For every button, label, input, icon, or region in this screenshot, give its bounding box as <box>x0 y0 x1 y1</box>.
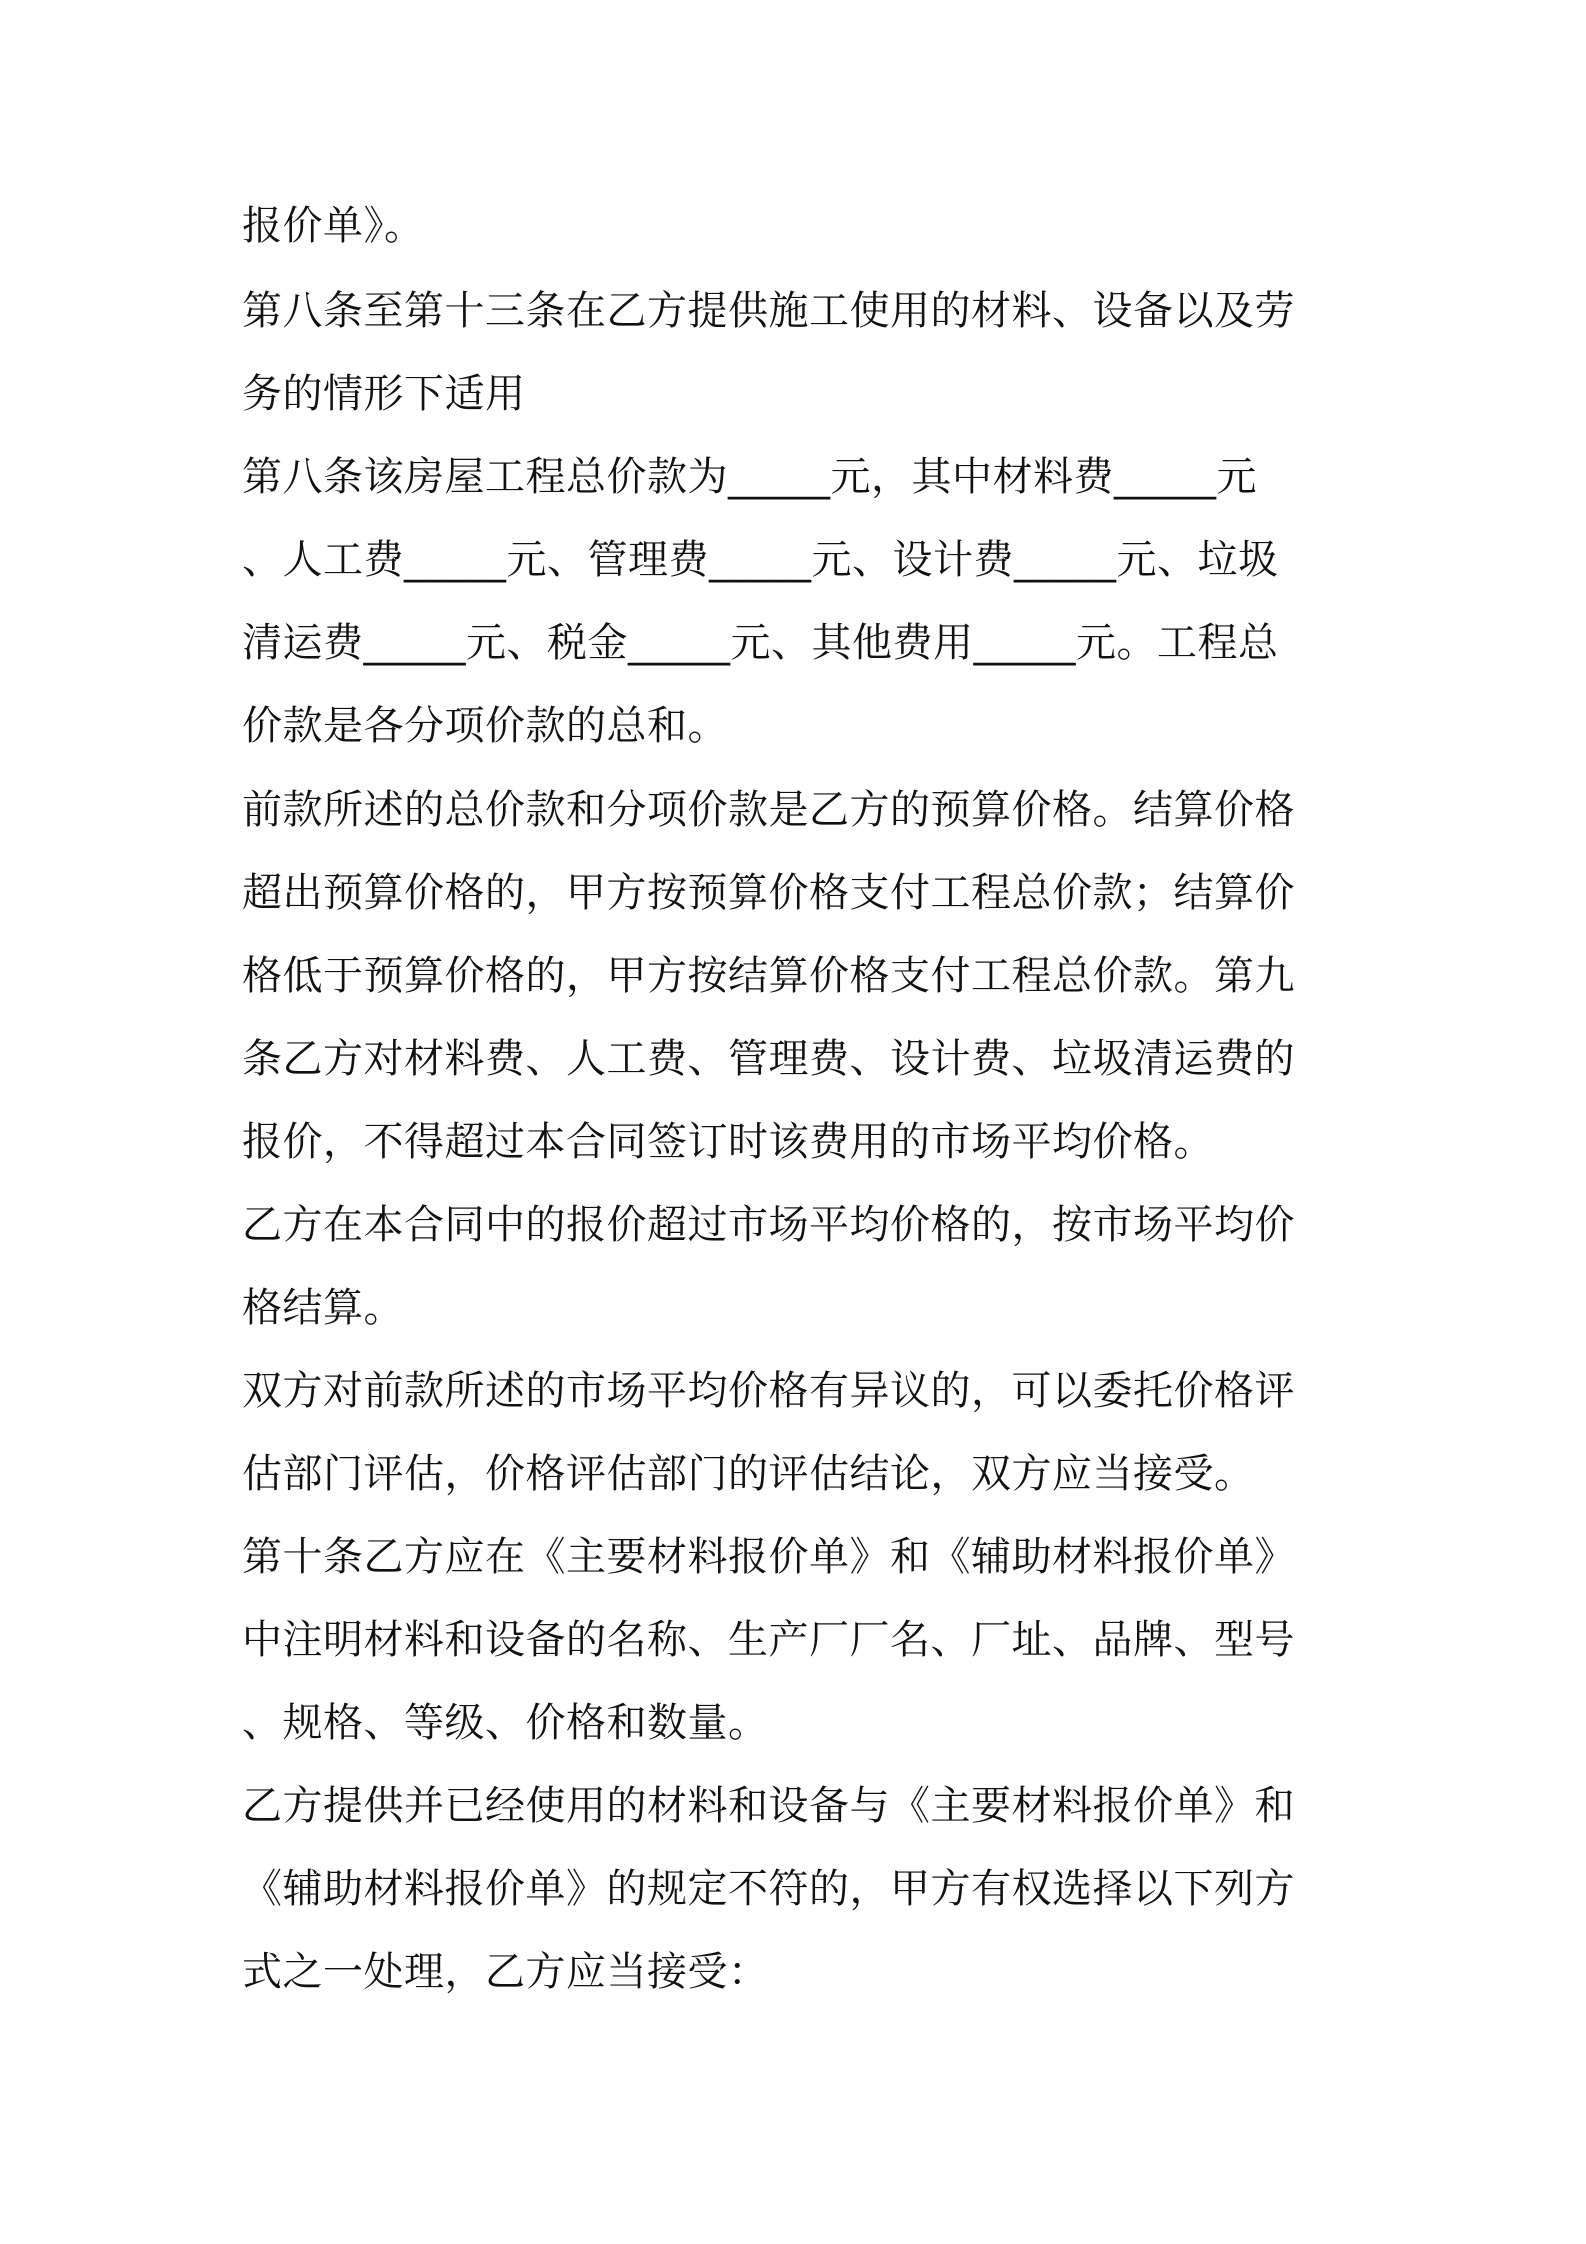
text-line: 格结算。 <box>242 1285 404 1331</box>
text-line: 第八条至第十三条在乙方提供施工使用的材料、设备以及劳 <box>242 288 1295 334</box>
text-line: 清运费_____元、税金_____元、其他费用_____元。工程总 <box>242 620 1279 666</box>
text-line: 前款所述的总价款和分项价款是乙方的预算价格。结算价格 <box>242 787 1295 833</box>
text-line: 双方对前款所述的市场平均价格有异议的，可以委托价格评 <box>242 1368 1295 1414</box>
text-line: 、人工费_____元、管理费_____元、设计费_____元、垃圾 <box>242 537 1279 583</box>
text-line: 条乙方对材料费、人工费、管理费、设计费、垃圾清运费的 <box>242 1036 1295 1082</box>
text-line: 乙方在本合同中的报价超过市场平均价格的，按市场平均价 <box>242 1202 1295 1248</box>
text-line: 估部门评估，价格评估部门的评估结论，双方应当接受。 <box>242 1451 1255 1497</box>
text-line: 《辅助材料报价单》的规定不符的，甲方有权选择以下列方 <box>242 1866 1295 1912</box>
text-line: 第十条乙方应在《主要材料报价单》和《辅助材料报价单》 <box>242 1534 1295 1580</box>
text-line: 报价单》。 <box>242 203 425 249</box>
text-line: 超出预算价格的，甲方按预算价格支付工程总价款；结算价 <box>242 870 1295 916</box>
text-line: 乙方提供并已经使用的材料和设备与《主要材料报价单》和 <box>242 1783 1295 1829</box>
text-line: 价款是各分项价款的总和。 <box>242 703 728 749</box>
text-line: 式之一处理，乙方应当接受： <box>242 1949 769 1995</box>
text-line: 格低于预算价格的，甲方按结算价格支付工程总价款。第九 <box>242 953 1295 999</box>
text-line: 、规格、等级、价格和数量。 <box>242 1700 769 1746</box>
text-line: 务的情形下适用 <box>242 371 526 417</box>
text-line: 第八条该房屋工程总价款为_____元，其中材料费_____元 <box>242 454 1257 500</box>
text-line: 报价，不得超过本合同签订时该费用的市场平均价格。 <box>242 1119 1214 1165</box>
text-line: 中注明材料和设备的名称、生产厂厂名、厂址、品牌、型号 <box>242 1617 1295 1663</box>
